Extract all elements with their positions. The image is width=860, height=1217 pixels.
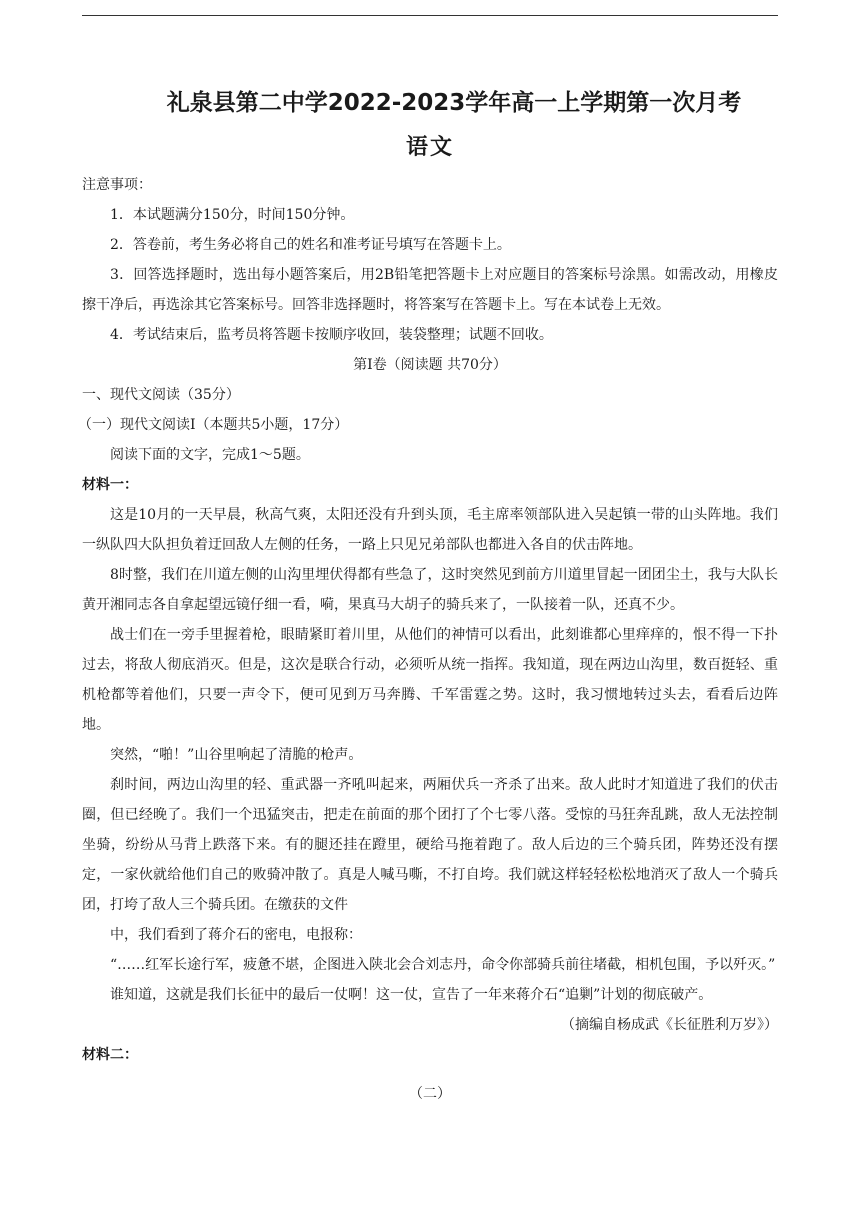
material1-paragraph-7: “……红军长途行军，疲惫不堪，企图进入陕北会合刘志丹，命令你部骑兵前往堵截，相机包围，予以歼灭。” (110, 957, 776, 973)
material1-paragraph-6: 中，我们看到了蒋介石的密电，电报称： (110, 927, 362, 943)
section-title: 一、现代文阅读（35分） (82, 387, 240, 403)
material1-source: （摘编自杨成武《长征胜利万岁》） (561, 1017, 778, 1033)
exam-title: 礼泉县第二中学2022-2023学年高一上学期第一次月考 (166, 90, 742, 116)
material1-paragraph-8: 谁知道，这就是我们长征中的最后一仗啊！这一仗，宣告了一年来蒋介石“追剿”计划的彻底破产。 (110, 987, 713, 1003)
material1-paragraph-2: 8时整，我们在川道左侧的山沟里埋伏得都有些急了，这时突然见到前方川道里冒起一团团尘土，我与大队长黄开湘同志各自拿起望远镜仔细一看，嗬，果真马大胡子的骑兵来了，一队接着一队，还真不少。 (82, 567, 778, 613)
material1-paragraph-4: 突然，“啪！”山谷里响起了清脆的枪声。 (110, 747, 363, 763)
subject-title: 语文 (405, 135, 454, 160)
notice-item-3: 3．回答选择题时，选出每小题答案后，用2B铅笔把答题卡上对应题目的答案标号涂黑。如需改动，用橡皮擦干净后，再选涂其它答案标号。回答非选择题时，将答案写在答题卡上。写在本试卷上无效。 (82, 267, 778, 313)
notice-item-1: 1．本试题满分150分，时间150分钟。 (110, 207, 355, 223)
notice-heading: 注意事项： (82, 177, 152, 193)
material1-paragraph-5: 刹时间，两边山沟里的轻、重武器一齐吼叫起来，两厢伏兵一齐杀了出来。敌人此时才知道进了我们的伏击圈，但已经晚了。我们一个迅猛突击，把走在前面的那个团打了个七零八落。受惊的马狂奔乱跳，敌人无法控制坐骑，纷纷从马背上跌落下来。有的腿还挂在蹬里，硬给马拖着跑了。敌人后边的三个骑兵团，阵势还没有摆定，一家伙就给他们自己的败骑冲散了。真是人喊马嘶，不打自垮。我们就这样轻轻松松地消灭了敌人一个骑兵团，打垮了敌人三个骑兵团。在缴获的文件 (82, 777, 778, 913)
material1-paragraph-1: 这是10月的一天早晨，秋高气爽，太阳还没有升到头顶，毛主席率领部队进入吴起镇一带的山头阵地。我们一纵队四大队担负着迂回敌人左侧的任务，一路上只见兄弟部队也都进入各自的伏击阵地。 (82, 507, 778, 553)
material2-label: 材料二： (82, 1047, 138, 1063)
notice-item-4: 4．考试结束后，监考员将答题卡按顺序收回，装袋整理；试题不回收。 (110, 327, 553, 343)
header-rule (82, 15, 778, 16)
section-instruction: 阅读下面的文字，完成1～5题。 (110, 447, 310, 463)
page-number: （二） (409, 1086, 451, 1102)
material1-label: 材料一： (82, 477, 138, 493)
section-sub-title: （一）现代文阅读Ⅰ（本题共5小题，17分） (78, 417, 349, 433)
volume-title: 第Ⅰ卷（阅读题 共70分） (353, 357, 507, 373)
material1-paragraph-3: 战士们在一旁手里握着枪，眼睛紧盯着川里，从他们的神情可以看出，此刻谁都心里痒痒的，恨不得一下扑过去，将敌人彻底消灭。但是，这次是联合行动，必须听从统一指挥。我知道，现在两边山沟里，数百挺轻、重机枪都等着他们，只要一声令下，便可见到万马奔腾、千军雷霆之势。这时，我习惯地转过头去，看看后边阵地。 (82, 627, 778, 733)
notice-item-2: 2．答卷前，考生务必将自己的姓名和准考证号填写在答题卡上。 (110, 237, 511, 253)
exam-body (78, 170, 778, 1070)
